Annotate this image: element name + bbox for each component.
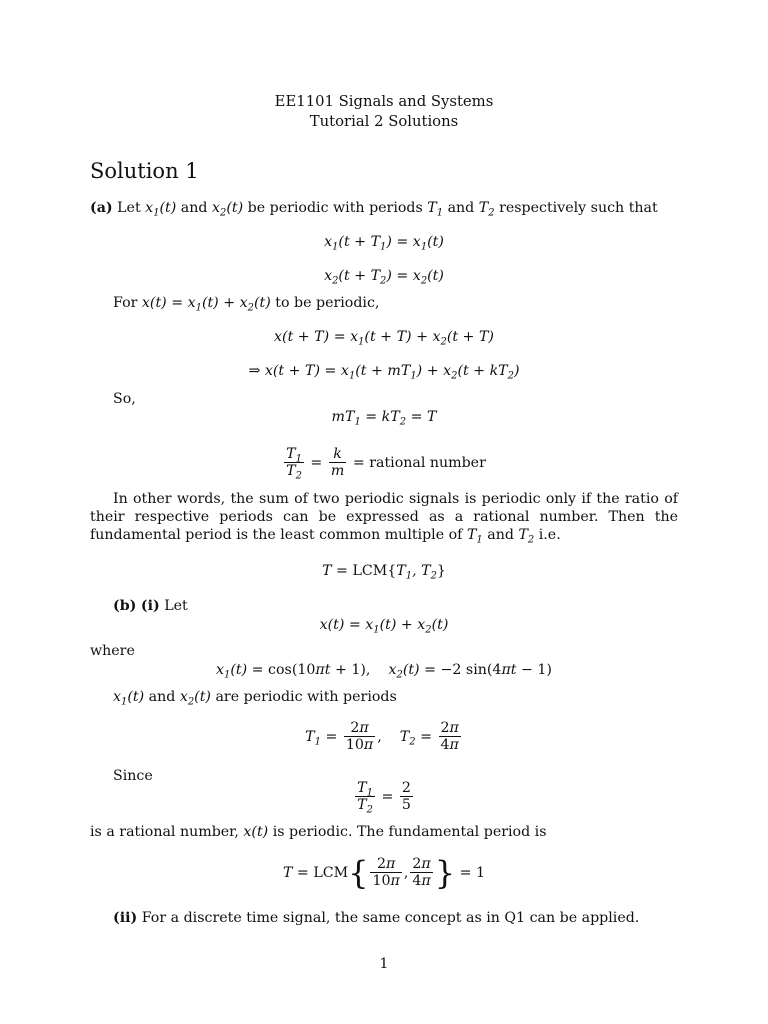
equation-lcm: $T = LCM\{T_1$, $T_2$}	[322, 563, 446, 582]
equation-x2-periodic: $x_2(t + T_2) = x_2(t)$	[324, 268, 444, 287]
part-b-ii-text: (ii) For a discrete time signal, the same concept as in Q1 can be applied.	[113, 910, 640, 926]
part-a-label: (a)	[90, 200, 113, 216]
part-b-intro: (b) (i) Let	[113, 598, 188, 614]
part-a-intro: (a) Let $x_1(t)$ and $x_2(t)$ be periodic with periods $T_1$ and $T_2$ respectively such that	[90, 200, 658, 219]
for-x-periodic-text: For $x(t) = x_1(t) + x_2(t)$ to be periodic,	[113, 295, 380, 314]
where-text: where	[90, 643, 135, 659]
equation-x1-periodic: $x_1(t + T_1) = x_1(t)$	[324, 234, 444, 253]
equation-x1-x2-definitions: $x_1(t) = \cos(10\pi t + 1)$, $x_2(t) = -2$ sin(4πt − 1)	[216, 662, 552, 681]
since-text: Since	[113, 768, 153, 784]
equation-ratio-two-fifths: $\frac{T_1}{T_2}$ = $\frac{2}{5}$	[357, 780, 411, 816]
section-heading: Solution 1	[90, 159, 199, 183]
part-b-i-label: (i)	[140, 598, 160, 614]
equation-ratio-rational: $\frac{T_1}{T_2}$ = $\frac{k}{m}$ = rational number	[286, 446, 486, 482]
so-text: So,	[113, 391, 136, 407]
equation-mt1-kt2: $mT_1 = kT_2 = T$	[331, 409, 437, 428]
rational-conclusion-text: is a rational number, x(t) is periodic. The fundamental period is	[90, 824, 547, 840]
equation-sum-shift: $x(t + T) = x_1(t + T) + x_2(t + T)$	[274, 329, 494, 348]
equation-periods: $T_1$ = $\frac{2\pi}{10\pi}$ , $T_2$ = $\frac{2\pi}{4\pi}$	[305, 720, 459, 754]
equation-x-sum: $x(t) = x_1(t) + x_2(t)$	[319, 617, 449, 636]
periodic-with-text: $x_1(t)$ and $x_2(t)$ are periodic with periods	[113, 689, 397, 708]
page-number: 1	[379, 956, 389, 972]
explanation-paragraph: In other words, the sum of two periodic signals is periodic only if the ratio of their respective periods can be expressed as a rational number. Then the fundamental period is the least common multiple of $T_1$ and $T_2$ i.e.	[90, 491, 678, 546]
document-subtitle: Tutorial 2 Solutions	[309, 113, 459, 130]
part-b-label: (b)	[113, 598, 137, 614]
equation-implies: ⇒ $x(t + T) = x_1(t + mT_1) + x_2(t + kT_2)$	[248, 363, 520, 382]
equation-lcm-result: T = LCM{ $\frac{2\pi}{10\pi}$ , $\frac{2\pi}{4\pi}$ } = 1	[282, 854, 486, 893]
course-title: EE1101 Signals and Systems	[274, 93, 494, 110]
part-b-ii-label: (ii)	[113, 910, 138, 926]
